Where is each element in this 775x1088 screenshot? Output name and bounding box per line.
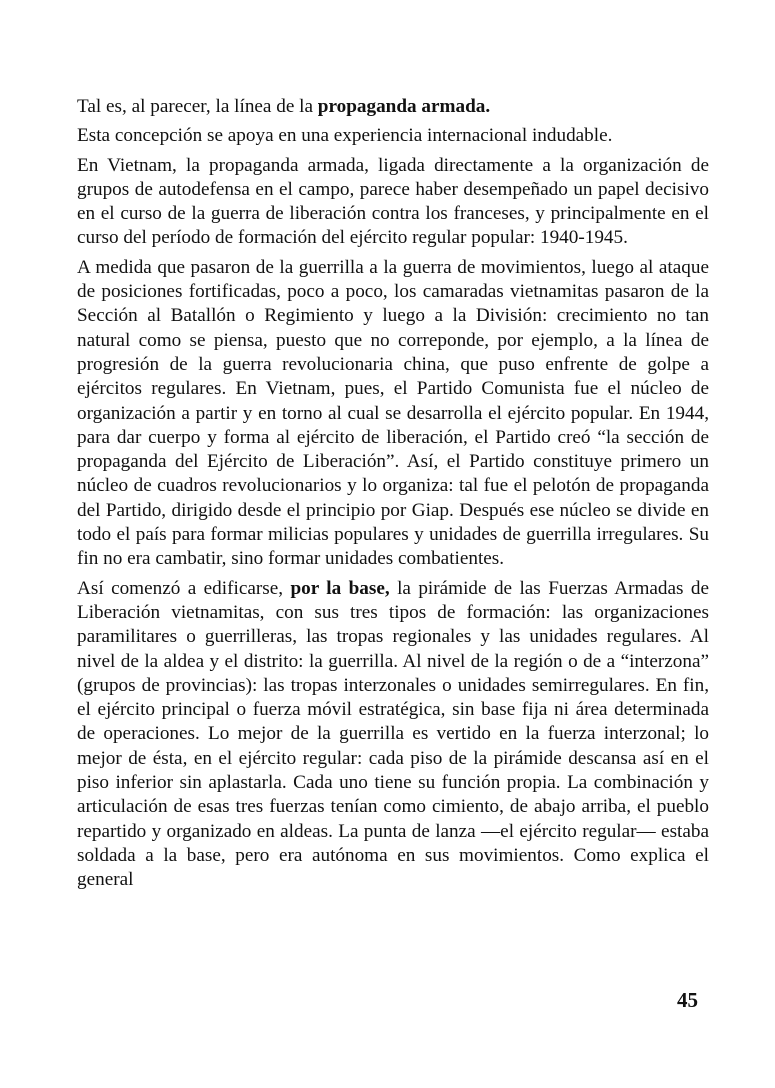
paragraph-text: A medida que pasaron de la guerrilla a la guerra de movimientos, luego al ataque de posiciones fortificadas, poco a poco, los camaradas vietnamitas pasaron de la Sección al Batallón o Regimiento y luego a la División: crecimiento no tan natural como se piensa, puesto que no correponde, por ejemplo, a la línea de progresión de la guerra revolucionaria china, que puso enfrente de golpe a ejércitos regulares. En Vietnam, pues, el Partido Comunista fue el núcleo de organización a partir y en torno al cual se desarrolla el ejército popular. En 1944, para dar cuerpo y forma al ejército de liberación, el Partido creó “la sección de propaganda del Ejército de Liberación”. Así, el Partido constituye primero un núcleo de cuadros revolucionarios y lo organiza: tal fue el pelotón de propaganda del Partido, dirigido desde el principio por Giap. Después ese núcleo se divide en todo el país para formar milicias populares y unidades de guerrilla irregulares. Su fin no era cambatir, sino formar unidades combatientes. [77,256,709,570]
paragraph-text: Esta concepción se apoya en una experiencia internacional indudable. [77,125,613,147]
paragraph [77,95,709,119]
paragraph [77,577,709,893]
page-body [77,95,709,898]
paragraph-bold-text: propaganda armada. [317,96,491,117]
page-number: 45 [677,988,698,1012]
paragraph-text: Tal es, al parecer, la línea de la [77,96,318,117]
paragraph [77,154,709,251]
paragraph-text: Así comenzó a edificarse, [77,577,291,599]
paragraph-text: En Vietnam, la propaganda armada, ligada directamente a la organización de grupos de autodefensa en el campo, parece haber desempeñado un papel decisivo en el curso de la guerra de liberación contra los franceses, y principalmente en el curso del período de formación del ejército regular popular: 1940-1945. [77,154,709,249]
paragraph [77,256,709,572]
paragraph-bold-text: por la base, [290,577,390,599]
paragraph [77,124,709,148]
paragraph-text: la pirámide de las Fuerzas Armadas de Liberación vietnamitas, con sus tres tipos de formación: las organizaciones paramilitares o guerrilleras, las tropas regionales y las unidades regulares. Al nivel de la aldea y el distrito: la guerrilla. Al nivel de la región o de a “interzona” (grupos de provincias): las tropas interzonales o unidades semirregulares. En fin, el ejército principal o fuerza móvil estratégica, sin base fija ni área determinada de operaciones. Lo mejor de la guerrilla es vertido en la fuerza interzonal; lo mejor de ésta, en el ejército regular: cada piso de la pirámide descansa así en el piso inferior sin aplastarla. Cada uno tiene su función propia. La combinación y articulación de esas tres fuerzas tenían como cimiento, de abajo arriba, el pueblo repartido y organizado en aldeas. La punta de lanza —el ejército regular— estaba soldada a la base, pero era autónoma en sus movimientos. Como explica el general [77,577,709,891]
